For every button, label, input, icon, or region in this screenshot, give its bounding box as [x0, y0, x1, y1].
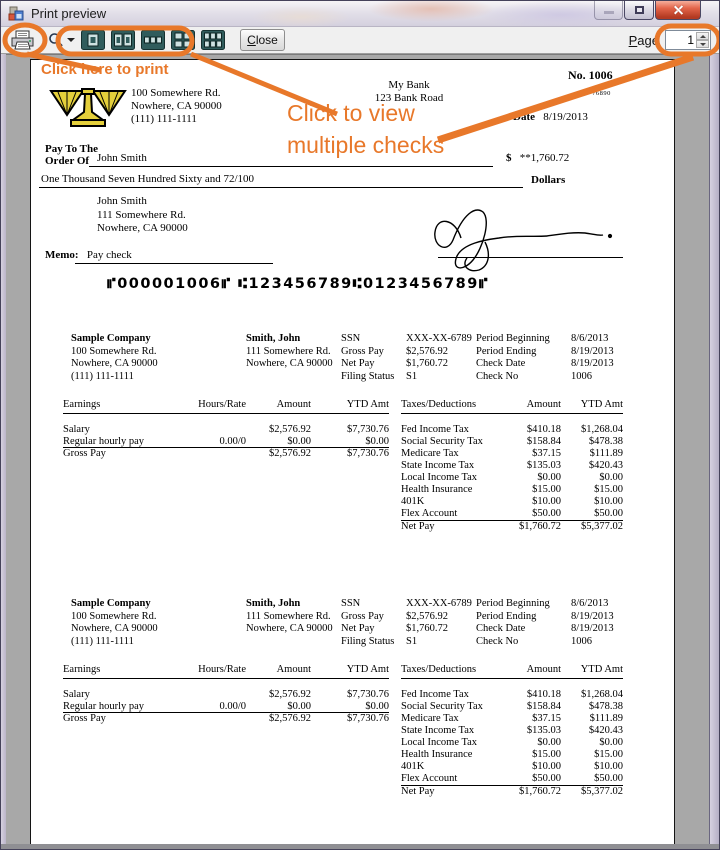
six-page-view-icon: [201, 30, 225, 50]
bank-address: 123 Bank Road: [374, 92, 444, 104]
bank-name: My Bank: [388, 79, 430, 91]
three-page-view-icon: [141, 30, 165, 50]
earnings-rows: [63, 424, 389, 460]
window-title: Print preview: [31, 6, 107, 21]
table-cell: XXX-XX-6789: [406, 333, 472, 344]
table-cell: $5,377.02: [581, 785, 623, 797]
table-cell: $50.00: [532, 508, 561, 520]
deductions-header: Taxes/Deductions Amount YTD Amt: [401, 399, 623, 414]
table-cell: $420.43: [588, 459, 623, 471]
table-cell: $420.43: [588, 724, 623, 736]
earnings-table: [63, 664, 389, 725]
table-row: [401, 472, 623, 484]
text-line: 100 Somewhere Rd.: [131, 87, 221, 99]
scales-of-justice-logo: [49, 88, 127, 136]
signature: [413, 202, 625, 274]
table-row: [401, 737, 623, 749]
table-cell: $7,730.76: [347, 423, 389, 435]
table-cell: $1,760.72: [406, 623, 448, 634]
table-row: [401, 424, 623, 436]
table-cell: Filing Status: [341, 635, 395, 647]
earnings-header: Earnings Hours/Rate Amount YTD Amt: [63, 399, 389, 414]
table-row: [63, 701, 389, 713]
table-cell: Filing Status: [341, 370, 395, 382]
table-cell: S1: [406, 370, 418, 382]
company-address: [131, 87, 222, 126]
minimize-icon: [604, 11, 614, 14]
table-cell: Net Pay: [401, 785, 435, 797]
table-row: [341, 371, 651, 384]
table-row: [401, 713, 623, 725]
table-row: [401, 484, 623, 496]
table-row: [341, 598, 651, 611]
table-cell: $135.03: [526, 459, 561, 471]
table-cell: $2,576.92: [269, 688, 311, 700]
window-right-border: [709, 54, 719, 844]
table-cell: Period Ending: [476, 345, 537, 357]
table-cell: Medicare Tax: [401, 447, 459, 459]
stub-employee-name: Smith, John: [246, 598, 301, 609]
four-page-view-button[interactable]: [170, 29, 196, 51]
table-cell: SSN: [341, 333, 361, 344]
table-cell: Check No: [476, 635, 519, 647]
stub-company-block: [71, 333, 158, 383]
dollars-label: Dollars: [531, 174, 566, 186]
table-cell: Gross Pay: [341, 610, 384, 622]
stub-summary: [341, 598, 651, 648]
table-cell: Period Beginning: [476, 598, 550, 609]
table-row: [401, 448, 623, 460]
table-cell: $478.38: [588, 435, 623, 447]
table-cell: $0.00: [537, 737, 561, 749]
table-row: [401, 496, 623, 508]
table-cell: Flex Account: [401, 773, 458, 785]
table-cell: Social Security Tax: [401, 700, 483, 712]
text-line: 111 Somewhere Rd.: [97, 208, 186, 221]
table-cell: $111.89: [589, 712, 623, 724]
table-cell: $1,760.72: [519, 520, 561, 532]
table-row: [63, 448, 389, 460]
text-line: 111 Somewhere Rd.: [246, 345, 331, 357]
zoom-button[interactable]: [47, 31, 76, 49]
page-number-spinner[interactable]: [665, 30, 711, 50]
table-cell: $37.15: [532, 447, 561, 459]
table-cell: $158.84: [526, 435, 561, 447]
earnings-rows: [63, 689, 389, 725]
table-cell: $2,576.92: [269, 447, 311, 459]
table-cell: $10.00: [594, 761, 623, 773]
table-cell: [158, 424, 246, 436]
table-row: [401, 460, 623, 472]
check-number: No. 1006: [568, 68, 613, 82]
table-row: [341, 611, 651, 624]
table-cell: Fed Income Tax: [401, 688, 469, 700]
table-cell: Gross Pay: [63, 447, 106, 459]
stub-company-lines: [71, 611, 158, 649]
one-page-view-button[interactable]: [80, 29, 106, 51]
deductions-header: Taxes/Deductions Amount YTD Amt: [401, 664, 623, 679]
table-row: [401, 749, 623, 761]
zoom-dropdown-arrow-icon[interactable]: [67, 38, 75, 42]
text-line: Nowhere, CA 90000: [131, 100, 222, 112]
table-row: [341, 623, 651, 636]
app-icon: [8, 6, 24, 22]
deductions-rows: [401, 689, 623, 798]
table-cell: $2,576.92: [406, 345, 448, 357]
maximize-icon: [635, 6, 644, 14]
table-row: [401, 521, 623, 533]
table-cell: 0.00/0: [219, 435, 246, 447]
table-cell: $2,576.92: [269, 423, 311, 435]
text-line: Nowhere, CA 90000: [97, 222, 188, 234]
check-date: Date 8/19/2013: [513, 111, 588, 123]
print-button[interactable]: [9, 29, 37, 52]
table-cell: Check Date: [476, 623, 526, 634]
table-cell: $111.89: [589, 447, 623, 459]
deductions-table: [401, 664, 623, 798]
micr-line: ⑈000001006⑈ ⑆123456789⑆0123456789⑈: [107, 276, 490, 292]
table-row: [341, 333, 651, 346]
table-cell: $410.18: [526, 688, 561, 700]
table-cell: Check No: [476, 370, 519, 382]
memo-line: [75, 263, 273, 264]
payee-name: John Smith: [97, 152, 147, 164]
table-row: [401, 436, 623, 448]
table-cell: Net Pay: [341, 623, 375, 634]
table-cell: 401K: [401, 761, 425, 773]
table-cell: $0.00: [287, 700, 311, 712]
stub-employee-block: [246, 598, 333, 636]
text-line: John Smith: [97, 195, 147, 207]
table-cell: Net Pay: [401, 520, 435, 532]
table-row: [401, 508, 623, 520]
table-row: [401, 725, 623, 737]
text-line: (111) 111-1111: [71, 370, 134, 382]
table-cell: $10.00: [532, 761, 561, 773]
four-page-view-icon: [171, 30, 195, 50]
table-cell: Net Pay: [341, 358, 375, 369]
stub-employee-lines: [246, 346, 333, 371]
table-cell: State Income Tax: [401, 724, 475, 736]
table-cell: [158, 713, 246, 725]
table-cell: 8/6/2013: [571, 598, 609, 609]
table-cell: Regular hourly pay: [63, 435, 145, 447]
table-cell: Flex Account: [401, 508, 458, 520]
table-cell: 8/19/2013: [571, 345, 614, 357]
stub-company-name: Sample Company: [71, 333, 151, 344]
table-cell: [158, 448, 246, 460]
table-cell: $10.00: [594, 496, 623, 508]
table-cell: Gross Pay: [63, 712, 106, 724]
maximize-button[interactable]: [624, 1, 654, 20]
table-cell: SSN: [341, 598, 361, 609]
table-cell: 8/19/2013: [571, 623, 614, 634]
close-icon: [673, 5, 684, 16]
text-line: (111) 111-1111: [131, 113, 197, 125]
check-amount: $ **1,760.72: [506, 152, 570, 164]
table-cell: $0.00: [287, 435, 311, 447]
table-cell: Fed Income Tax: [401, 423, 469, 435]
table-cell: Social Security Tax: [401, 435, 483, 447]
close-button-label: Close: [247, 33, 278, 47]
toolbar: [1, 27, 719, 54]
table-cell: Gross Pay: [341, 345, 384, 357]
table-row: [401, 773, 623, 785]
close-preview-button[interactable]: [240, 29, 285, 51]
table-cell: Period Beginning: [476, 333, 550, 344]
table-row: [63, 424, 389, 436]
earnings-header: Earnings Hours/Rate Amount YTD Amt: [63, 664, 389, 679]
window-bottom-border: [1, 844, 719, 849]
table-cell: Check Date: [476, 358, 526, 369]
table-cell: $5,377.02: [581, 520, 623, 532]
table-cell: $1,760.72: [406, 358, 448, 369]
payee-address: [97, 195, 188, 236]
table-cell: $50.00: [532, 773, 561, 785]
table-row: [63, 689, 389, 701]
table-cell: Local Income Tax: [401, 472, 478, 484]
minimize-button[interactable]: [594, 1, 623, 20]
window-close-button[interactable]: [655, 1, 701, 20]
text-line: Nowhere, CA 90000: [71, 358, 158, 369]
table-cell: Period Ending: [476, 610, 537, 622]
preview-area[interactable]: [6, 54, 709, 844]
text-line: Nowhere, CA 90000: [246, 358, 333, 369]
table-cell: $2,576.92: [269, 712, 311, 724]
titlebar: [1, 1, 719, 27]
table-cell: $15.00: [594, 749, 623, 761]
print-hint-annotation: Click here to print: [41, 61, 169, 78]
table-cell: $410.18: [526, 423, 561, 435]
one-page-view-icon: [81, 30, 105, 50]
deductions-rows: [401, 424, 623, 533]
table-cell: $7,730.76: [347, 688, 389, 700]
table-cell: 1006: [571, 635, 592, 647]
table-row: [401, 761, 623, 773]
bank-fraction: 67-76890: [582, 90, 611, 97]
stub-company-lines: [71, 346, 158, 384]
table-cell: XXX-XX-6789: [406, 598, 472, 609]
table-cell: Medicare Tax: [401, 712, 459, 724]
deductions-table: [401, 399, 623, 533]
table-cell: $37.15: [532, 712, 561, 724]
text-line: (111) 111-1111: [71, 635, 134, 647]
table-cell: $1,268.04: [581, 688, 623, 700]
table-cell: $0.00: [365, 435, 389, 447]
table-cell: 8/19/2013: [571, 358, 614, 369]
stub-employee-lines: [246, 611, 333, 636]
table-cell: 8/6/2013: [571, 333, 609, 344]
print-icon: [10, 30, 36, 51]
table-row: [341, 358, 651, 371]
pay-to-label: Pay To The Order Of: [45, 143, 98, 167]
table-cell: Health Insurance: [401, 749, 473, 761]
table-cell: $1,268.04: [581, 423, 623, 435]
table-cell: Regular hourly pay: [63, 700, 145, 712]
text-line: Nowhere, CA 90000: [246, 623, 333, 634]
amount-words: One Thousand Seven Hundred Sixty and 72/100: [41, 173, 255, 185]
signature-line: [438, 257, 623, 258]
three-page-view-button[interactable]: [140, 29, 166, 51]
table-cell: Health Insurance: [401, 484, 473, 496]
table-row: [63, 713, 389, 725]
zoom-icon: [48, 32, 64, 48]
table-cell: $7,730.76: [347, 447, 389, 459]
table-cell: $0.00: [599, 737, 623, 749]
table-cell: $10.00: [532, 496, 561, 508]
table-cell: $1,760.72: [519, 785, 561, 797]
page-number-value: 1: [687, 33, 694, 47]
table-cell: $50.00: [594, 508, 623, 520]
table-cell: Salary: [63, 688, 90, 700]
stub-employee-block: [246, 333, 333, 371]
memo: Memo: Pay check: [45, 249, 132, 261]
page-label: Page: [628, 32, 659, 48]
table-cell: $50.00: [594, 773, 623, 785]
table-cell: $158.84: [526, 700, 561, 712]
two-page-view-button[interactable]: [110, 29, 136, 51]
table-cell: $15.00: [532, 484, 561, 496]
table-row: [401, 786, 623, 798]
earnings-table: [63, 399, 389, 460]
stub-company-name: Sample Company: [71, 598, 151, 609]
table-row: [63, 436, 389, 448]
table-cell: $2,576.92: [406, 610, 448, 622]
table-cell: S1: [406, 635, 418, 647]
table-cell: $7,730.76: [347, 712, 389, 724]
table-row: [341, 346, 651, 359]
table-cell: Salary: [63, 423, 90, 435]
table-row: [341, 636, 651, 649]
table-cell: $15.00: [594, 484, 623, 496]
table-cell: $15.00: [532, 749, 561, 761]
spinner-up-button[interactable]: [696, 32, 709, 40]
stub-employee-name: Smith, John: [246, 333, 301, 344]
table-row: [401, 701, 623, 713]
table-cell: $478.38: [588, 700, 623, 712]
text-line: 100 Somewhere Rd.: [71, 345, 157, 357]
text-line: Nowhere, CA 90000: [71, 623, 158, 634]
table-cell: [158, 689, 246, 701]
table-cell: State Income Tax: [401, 459, 475, 471]
spinner-down-button[interactable]: [696, 40, 709, 48]
text-line: 100 Somewhere Rd.: [71, 610, 157, 622]
table-cell: Local Income Tax: [401, 737, 478, 749]
two-page-view-icon: [111, 30, 135, 50]
table-cell: $135.03: [526, 724, 561, 736]
table-cell: 401K: [401, 496, 425, 508]
payee-line: [89, 166, 493, 167]
stub-company-block: [71, 598, 158, 648]
stub-summary: [341, 333, 651, 383]
table-cell: 1006: [571, 370, 592, 382]
table-cell: 0.00/0: [219, 700, 246, 712]
six-page-view-button[interactable]: [200, 29, 226, 51]
amount-words-line: [39, 187, 523, 188]
table-cell: $0.00: [365, 700, 389, 712]
table-row: [401, 689, 623, 701]
document-page: [30, 59, 675, 844]
multi-checks-annotation: Click to view multiple checks: [287, 100, 445, 158]
text-line: 111 Somewhere Rd.: [246, 610, 331, 622]
table-cell: $0.00: [599, 472, 623, 484]
table-cell: $0.00: [537, 472, 561, 484]
table-cell: 8/19/2013: [571, 610, 614, 622]
